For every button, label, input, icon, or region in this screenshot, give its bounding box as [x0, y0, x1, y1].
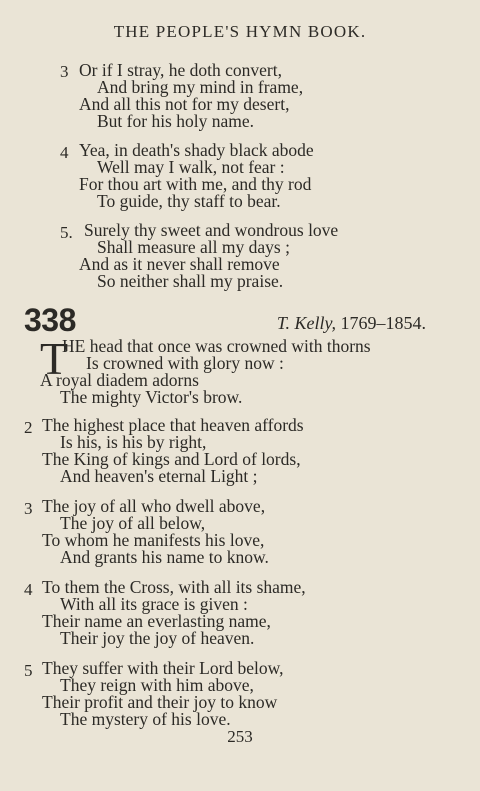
verse-line: Shall measure all my days ;: [97, 237, 290, 257]
author-name: T. Kelly,: [276, 313, 336, 333]
verse-line: The joy of all below,: [60, 513, 206, 533]
verse-line: Their joy the joy of heaven.: [60, 628, 255, 648]
verse-line: Is his, is his by right,: [60, 432, 207, 452]
verse-line: So neither shall my praise.: [97, 271, 284, 291]
verse-line: And as it never shall remove: [79, 254, 280, 274]
drop-cap: T: [40, 333, 69, 384]
verse-number: 5: [24, 661, 33, 680]
verse-line: HE head that once was crowned with thorns: [62, 336, 371, 356]
page-number: 253: [227, 727, 253, 746]
verse-number: 3: [60, 62, 69, 81]
verse-line: They suffer with their Lord below,: [42, 658, 284, 678]
verse-line: And all this not for my desert,: [79, 94, 290, 114]
verse-line: And bring my mind in frame,: [97, 77, 304, 97]
hymn-number: 338: [24, 302, 76, 338]
verse-line: Their name an everlasting name,: [42, 611, 271, 631]
running-header: THE PEOPLE'S HYMN BOOK.: [113, 22, 367, 41]
verse-line: To them the Cross, with all its shame,: [42, 577, 306, 597]
verse-line: To guide, thy staff to bear.: [97, 191, 281, 211]
verse-line: Is crowned with glory now :: [86, 353, 284, 373]
verse-line: To whom he manifests his love,: [42, 530, 265, 550]
verse-number: 5.: [60, 223, 73, 242]
verse-line: They reign with him above,: [60, 675, 254, 695]
verse-line: With all its grace is given :: [60, 594, 248, 614]
verse-line: Well may I walk, not fear :: [97, 157, 285, 177]
verse-line: The King of kings and Lord of lords,: [42, 449, 301, 469]
verse-line: The mighty Victor's brow.: [60, 387, 243, 407]
verse-line: The joy of all who dwell above,: [42, 496, 266, 516]
verse-number: 3: [24, 499, 33, 518]
verse-line: Their profit and their joy to know: [42, 692, 278, 712]
verse-line: And grants his name to know.: [60, 547, 269, 567]
author-dates: 1769–1854.: [340, 313, 426, 333]
verse-number: 4: [24, 580, 33, 599]
verse-line: The highest place that heaven affords: [42, 415, 304, 435]
verse-line: For thou art with me, and thy rod: [79, 174, 312, 194]
verse-number: 2: [24, 418, 33, 437]
verse-number: 4: [60, 143, 69, 162]
verse-line: Or if I stray, he doth convert,: [79, 60, 282, 80]
verse-line: Surely thy sweet and wondrous love: [84, 220, 339, 240]
verse-line: And heaven's eternal Light ;: [60, 466, 258, 486]
verse-line: But for his holy name.: [97, 111, 254, 131]
verse-line: A royal diadem adorns: [40, 370, 199, 390]
verse-line: The mystery of his love.: [60, 709, 231, 729]
hymn-author: [277, 313, 426, 334]
verse-line: Yea, in death's shady black abode: [79, 140, 314, 160]
